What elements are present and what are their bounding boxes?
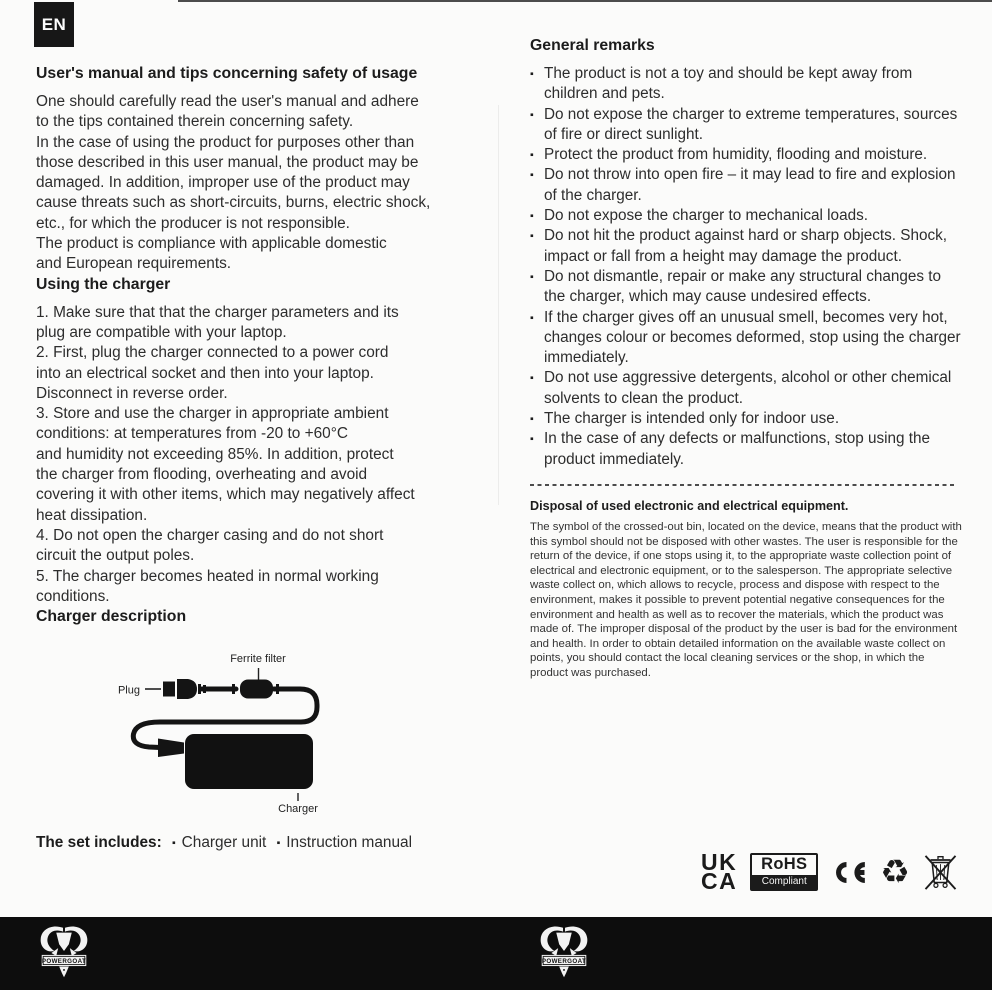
text-line: covering it with other items, which may negatively affect [36, 486, 415, 504]
text-line: 4. Do not open the charger casing and do not short [36, 526, 384, 544]
dc-connector-icon [158, 739, 184, 758]
remark-item: ▪ Do not hit the product against hard or sharp objects. Shock, impact or fall from a height may damage the product. [530, 226, 966, 267]
remark-item: ▪ The product is not a toy and should be kept away from children and pets. [530, 64, 966, 105]
remark-item: ▪ The charger is intended only for indoor use. [530, 409, 966, 429]
text-line: plug are compatible with your laptop. [36, 323, 287, 341]
set-includes-label: The set includes: [36, 834, 162, 852]
charger-body-icon [185, 734, 313, 789]
charger-diagram [36, 635, 502, 817]
remark-item: ▪ Do not expose the charger to mechanical loads. [530, 206, 966, 226]
using-charger-steps [36, 303, 502, 607]
remark-item: ▪ Do not expose the charger to extreme temperatures, sources of fire or direct sunlight. [530, 105, 966, 146]
text-line: 1. Make sure that that the charger parameters and its [36, 303, 399, 321]
text-line: etc., for which the producer is not responsible. [36, 214, 350, 232]
ferrite-bead-icon [232, 680, 279, 699]
powergoat-logo [533, 924, 595, 980]
dashed-divider [530, 484, 954, 486]
recycle-icon: ♻ [880, 853, 910, 890]
left-column [36, 64, 502, 852]
text-line: heat dissipation. [36, 506, 148, 524]
disposal-body: The symbol of the crossed-out bin, located on the device, means that the product with this symbol should not be disposed with other wastes. The user is responsible for the return of the device, if one stops using it, to the appropriate waste collection point of electrical and electronic equipment, or to the salesperson. The appropriate selective waste collect on, which allows to recycle, process and dispose with respect to the environment, makes it possible to prevent potential negative consequences for the environment and health as well as to recover the materials, which the product was made of. The improper disposal of the product by the user is bad for the environment and health. In order to obtain detailed information on the available waste collect on points, you should contact the local cleaning services or the shop, in which the product was purchased. [530, 520, 962, 679]
text-line: 3. Store and use the charger in appropriate ambient [36, 405, 389, 423]
footer-bar [0, 917, 992, 990]
remark-item: ▪ If the charger gives off an unusual smell, becomes very hot, changes colour or becomes deformed, stop using the charger immediately. [530, 308, 966, 369]
text-line: The product is compliance with applicable domestic [36, 235, 387, 253]
usage-paragraph [36, 92, 502, 275]
text-line: conditions: at temperatures from -20 to +60°C [36, 425, 348, 443]
remark-item: ▪ Protect the product from humidity, flooding and moisture. [530, 145, 966, 165]
rohs-mark [750, 853, 818, 891]
text-line: and European requirements. [36, 255, 232, 273]
set-includes-line [36, 834, 502, 852]
weee-crossed-bin-icon [923, 852, 958, 893]
general-remarks-list [530, 64, 966, 470]
disposal-heading: Disposal of used electronic and electrical equipment. [530, 498, 849, 513]
text-line: One should carefully read the user's manual and adhere [36, 93, 419, 110]
rohs-label: RoHS [761, 855, 808, 873]
ukca-line2: CA [701, 868, 738, 894]
certification-badges [701, 845, 958, 899]
svg-text:POWERGOAT: POWERGOAT [41, 958, 87, 966]
text-line: In the case of using the product for purposes other than [36, 133, 415, 151]
text-line: 2. First, plug the charger connected to a power cord [36, 344, 389, 362]
rohs-compliant-label: Compliant [752, 875, 816, 889]
language-badge: EN [34, 2, 74, 47]
general-remarks-heading: General remarks [530, 37, 655, 54]
text-line: those described in this user manual, the product may be [36, 153, 419, 171]
remark-item: ▪ Do not dismantle, repair or make any structural changes to the charger, which may cause undesired effects. [530, 267, 966, 308]
powergoat-logo [33, 924, 95, 980]
remark-item: ▪ In the case of any defects or malfunctions, stop using the product immediately. [530, 429, 966, 470]
charger-label: Charger [278, 803, 318, 816]
text-line: the charger from flooding, overheating and avoid [36, 466, 368, 484]
scan-edge-artifact [178, 0, 992, 2]
right-column [530, 36, 966, 680]
ferrite-filter-label: Ferrite filter [230, 653, 286, 666]
text-line: circuit the output poles. [36, 547, 195, 565]
text-line: and humidity not exceeding 85%. In addition, protect [36, 445, 394, 463]
text-line: Disconnect in reverse order. [36, 384, 228, 402]
usage-section-heading: User's manual and tips concerning safety of usage [36, 65, 418, 82]
svg-text:POWERGOAT: POWERGOAT [541, 958, 587, 966]
charger-description-heading: Charger description [36, 608, 187, 626]
set-includes-item: ▪ Instruction manual [277, 834, 412, 851]
text-line: cause threats such as short-circuits, burns, electric shock, [36, 194, 431, 212]
remark-item: ▪ Do not use aggressive detergents, alcohol or other chemical solvents to clean the product. [530, 368, 966, 409]
using-charger-heading: Using the charger [36, 275, 171, 293]
text-line: conditions. [36, 587, 110, 605]
remark-item: ▪ Do not throw into open fire – it may lead to fire and explosion of the charger. [530, 165, 966, 206]
text-line: to the tips contained therein concerning safety. [36, 113, 354, 131]
plug-label: Plug [117, 684, 140, 697]
text-line: damaged. In addition, improper use of the product may [36, 174, 410, 192]
ukca-line1: UK [701, 848, 738, 875]
set-includes-item: ▪ Charger unit [172, 834, 266, 851]
ukca-mark [701, 848, 738, 894]
ce-mark-icon [831, 861, 867, 884]
text-line: 5. The charger becomes heated in normal working [36, 567, 379, 585]
text-line: into an electrical socket and then into your laptop. [36, 364, 374, 382]
